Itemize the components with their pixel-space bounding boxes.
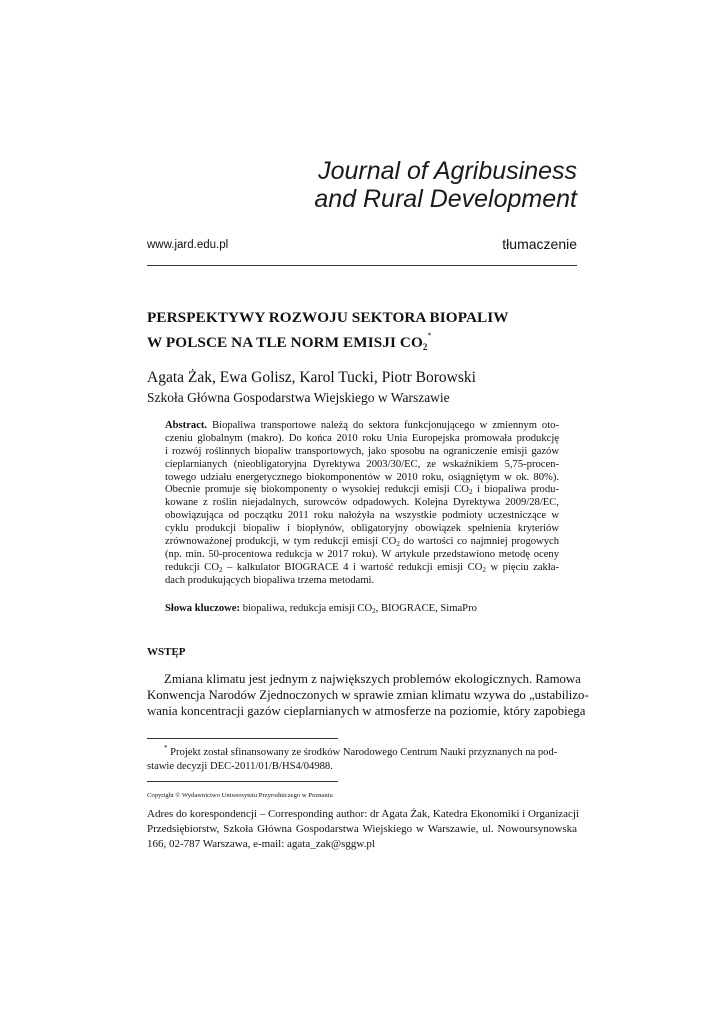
abstract-line: cyklu produkcji biopaliw i biopłynów, obligatoryjny obowiązek spełnienia kryteriów xyxy=(165,523,559,535)
journal-title-line2: and Rural Development xyxy=(314,185,577,213)
header-divider xyxy=(147,265,577,266)
copyright-divider xyxy=(147,781,338,782)
journal-title-line1: Journal of Agribusiness xyxy=(318,157,577,185)
abstract-line: Abstract. Biopaliwa transportowe należą do sektora funkcjonującego w zmiennym oto- xyxy=(165,420,559,431)
abstract-line: (np. min. 50-procentowa redukcja w 2017 roku). W artykule przedstawiono metodę oceny xyxy=(165,548,559,560)
abstract-line: dach produkujących biopaliwa trzema metodami. xyxy=(165,574,375,586)
article-type-label: tłumaczenie xyxy=(502,236,577,252)
abstract xyxy=(165,420,559,588)
footnote xyxy=(147,742,577,773)
article-title xyxy=(147,309,577,356)
affiliation: Szkoła Główna Gospodarstwa Wiejskiego w Warszawie xyxy=(147,390,450,405)
body-line: Konwencja Narodów Zjednoczonych w sprawie zmian klimatu wzywa do „ustabilizo- xyxy=(147,688,589,702)
article-title-line2: W POLSCE NA TLE NORM EMISJI $CO_2^*$ xyxy=(147,331,432,352)
footnote-divider xyxy=(147,738,338,739)
abstract-line: zrównoważonej produkcji, w tym redukcji emisji $CO_2$ do wartości co najmniej progowych xyxy=(165,536,560,549)
body-text xyxy=(147,671,589,719)
keywords: Słowa kluczowe: biopaliwa, redukcja emisji $CO_2$, BIOGRACE, SimaPro xyxy=(165,603,477,615)
abstract-line: kowane z roślin niejadalnych, surowców odpadowych. Kolejna Dyrektywa 2009/28/EC, xyxy=(165,497,559,509)
abstract-line: i rozwój roślinnych biopaliw transportowych, jako sposobu na ograniczenie emisji gazów xyxy=(165,445,559,457)
abstract-line: Obecnie promuje się biokomponenty o wysokiej redukcji emisji $CO_2$ i biopaliwa produ- xyxy=(165,484,559,497)
body-line: Zmiana klimatu jest jednym z największych problemów ekologicznych. Ramowa xyxy=(164,672,581,686)
section-heading: WSTĘP xyxy=(147,646,186,658)
copyright: Copyright © Wydawnictwo Uniwersytetu Przyrodniczego w Poznaniu xyxy=(147,792,333,799)
footnote-marker: * xyxy=(427,331,432,340)
footnote-line: * Projekt został sfinansowany ze środków Narodowego Centrum Nauki przyznanych na pod- xyxy=(164,744,558,758)
article-title-line1: PERSPEKTYWY ROZWOJU SEKTORA BIOPALIW xyxy=(147,309,509,326)
address-line: Adres do korespondencji – Corresponding author: dr Agata Żak, Katedra Ekonomiki i Organizacji xyxy=(147,808,580,820)
abstract-line: towego udziału energetycznego biokomponentów w 2010 roku, osiągniętym w ok. 80%). xyxy=(165,471,559,483)
footnote-line: stawie decyzji DEC-2011/01/B/HS4/04988. xyxy=(147,760,333,772)
address-line: 166, 02-787 Warszawa, e-mail: agata_zak@sggw.pl xyxy=(147,838,375,850)
keywords-label: Słowa kluczowe: xyxy=(165,603,241,614)
abstract-line: cieplarnianych (nieobligatoryjna Dyrektywa 2003/30/EC, ze wskaźnikiem 5,75-procen- xyxy=(165,458,559,470)
abstract-line: czeniu globalnym (makro). Do końca 2010 roku Unia Europejska promowała produkcję xyxy=(165,432,559,444)
correspondence-address xyxy=(147,807,580,852)
abstract-label: Abstract. xyxy=(165,420,208,431)
abstract-line: redukcji $CO_2$ – kalkulator BIOGRACE 4 i wartość redukcji emisji $CO_2$ w pięciu zakła- xyxy=(165,561,559,574)
address-line: Przedsiębiorstw, Szkoła Główna Gospodarstwa Wiejskiego w Warszawie, ul. Nowoursynowska xyxy=(147,823,577,835)
body-line: wania koncentracji gazów cieplarnianych w atmosferze na poziomie, który zapobiega xyxy=(147,704,586,718)
authors: Agata Żak, Ewa Golisz, Karol Tucki, Piotr Borowski xyxy=(147,369,476,386)
journal-url: www.jard.edu.pl xyxy=(147,239,229,251)
abstract-line: obowiązująca od początku 2011 roku nałożyła na wszystkie podmioty uczestniczące w xyxy=(165,510,559,522)
